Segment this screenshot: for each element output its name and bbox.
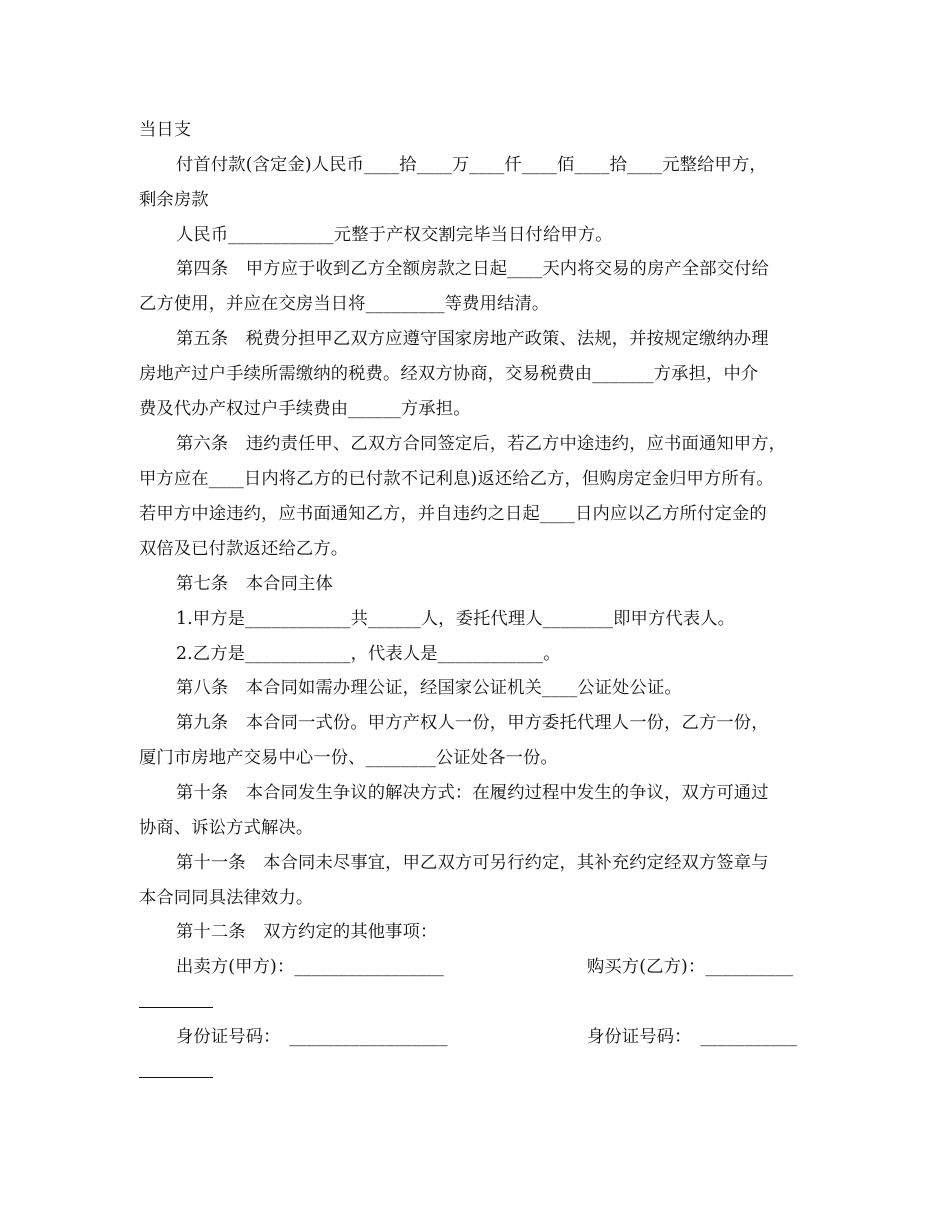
buyer-signature-line: 购买方(乙方)：__________ xyxy=(587,957,794,977)
seller-id-line: 身份证号码： __________________ xyxy=(176,1027,448,1047)
text-line: 本合同同具法律效力。 xyxy=(139,888,314,908)
text-line: 若甲方中途违约，应书面通知乙方，并自违约之日起____日内应以乙方所付定金的 xyxy=(139,504,767,524)
text-line: 双倍及已付款返还给乙方。 xyxy=(139,539,349,559)
article-8-heading: 第八条 本合同如需办理公证，经国家公证机关____公证处公证。 xyxy=(176,678,682,698)
article-12-heading: 第十二条 双方约定的其他事项： xyxy=(176,922,438,942)
article-11-heading: 第十一条 本合同未尽事宜，甲乙双方可另行约定，其补充约定经双方签章与 xyxy=(176,853,769,873)
text-line: 协商、诉讼方式解决。 xyxy=(139,818,314,838)
text-line: 付首付款(含定金)人民币____拾____万____仟____佰____拾____元整给甲方， xyxy=(176,155,767,175)
article-7-heading: 第七条 本合同主体 xyxy=(176,574,333,594)
buyer-id-line: 身份证号码： ___________ xyxy=(587,1027,798,1047)
article-10-heading: 第十条 本合同发生争议的解决方式：在履约过程中发生的争议，双方可通过 xyxy=(176,783,769,803)
text-line: 厦门市房地产交易中心一份、________公证处各一份。 xyxy=(139,748,558,768)
text-line: 人民币____________元整于产权交割完毕当日付给甲方。 xyxy=(176,225,613,245)
text-line: 乙方使用，并应在交房当日将_________等费用结清。 xyxy=(139,294,550,314)
article-4-heading: 第四条 甲方应于收到乙方全额房款之日起____天内将交易的房产全部交付给 xyxy=(176,259,769,279)
text-line: 费及代办产权过户手续费由______方承担。 xyxy=(139,399,471,419)
article-9-heading: 第九条 本合同一式份。甲方产权人一份，甲方委托代理人一份，乙方一份， xyxy=(176,713,769,733)
id-continuation-line xyxy=(139,1077,213,1078)
text-line: 房地产过户手续所需缴纳的税费。经双方协商，交易税费由_______方承担，中介 xyxy=(139,364,759,384)
article-6-heading: 第六条 违约责任甲、乙双方合同签定后，若乙方中途违约，应书面通知甲方， xyxy=(176,434,787,454)
text-line: 1.甲方是____________共______人，委托代理人________即甲方代表人。 xyxy=(176,609,736,629)
text-line: 剩余房款 xyxy=(139,190,209,210)
seller-signature-line: 出卖方(甲方)：_________________ xyxy=(176,957,444,977)
text-line: 甲方应在____日内将乙方的已付款不记利息)返还给乙方，但购房定金归甲方所有。 xyxy=(139,469,774,489)
signature-continuation-line xyxy=(139,1007,213,1008)
text-line: 当日支 xyxy=(139,120,192,140)
article-5-heading: 第五条 税费分担甲乙双方应遵守国家房地产政策、法规，并按规定缴纳办理 xyxy=(176,329,769,349)
text-line: 2.乙方是____________，代表人是____________。 xyxy=(176,644,561,664)
